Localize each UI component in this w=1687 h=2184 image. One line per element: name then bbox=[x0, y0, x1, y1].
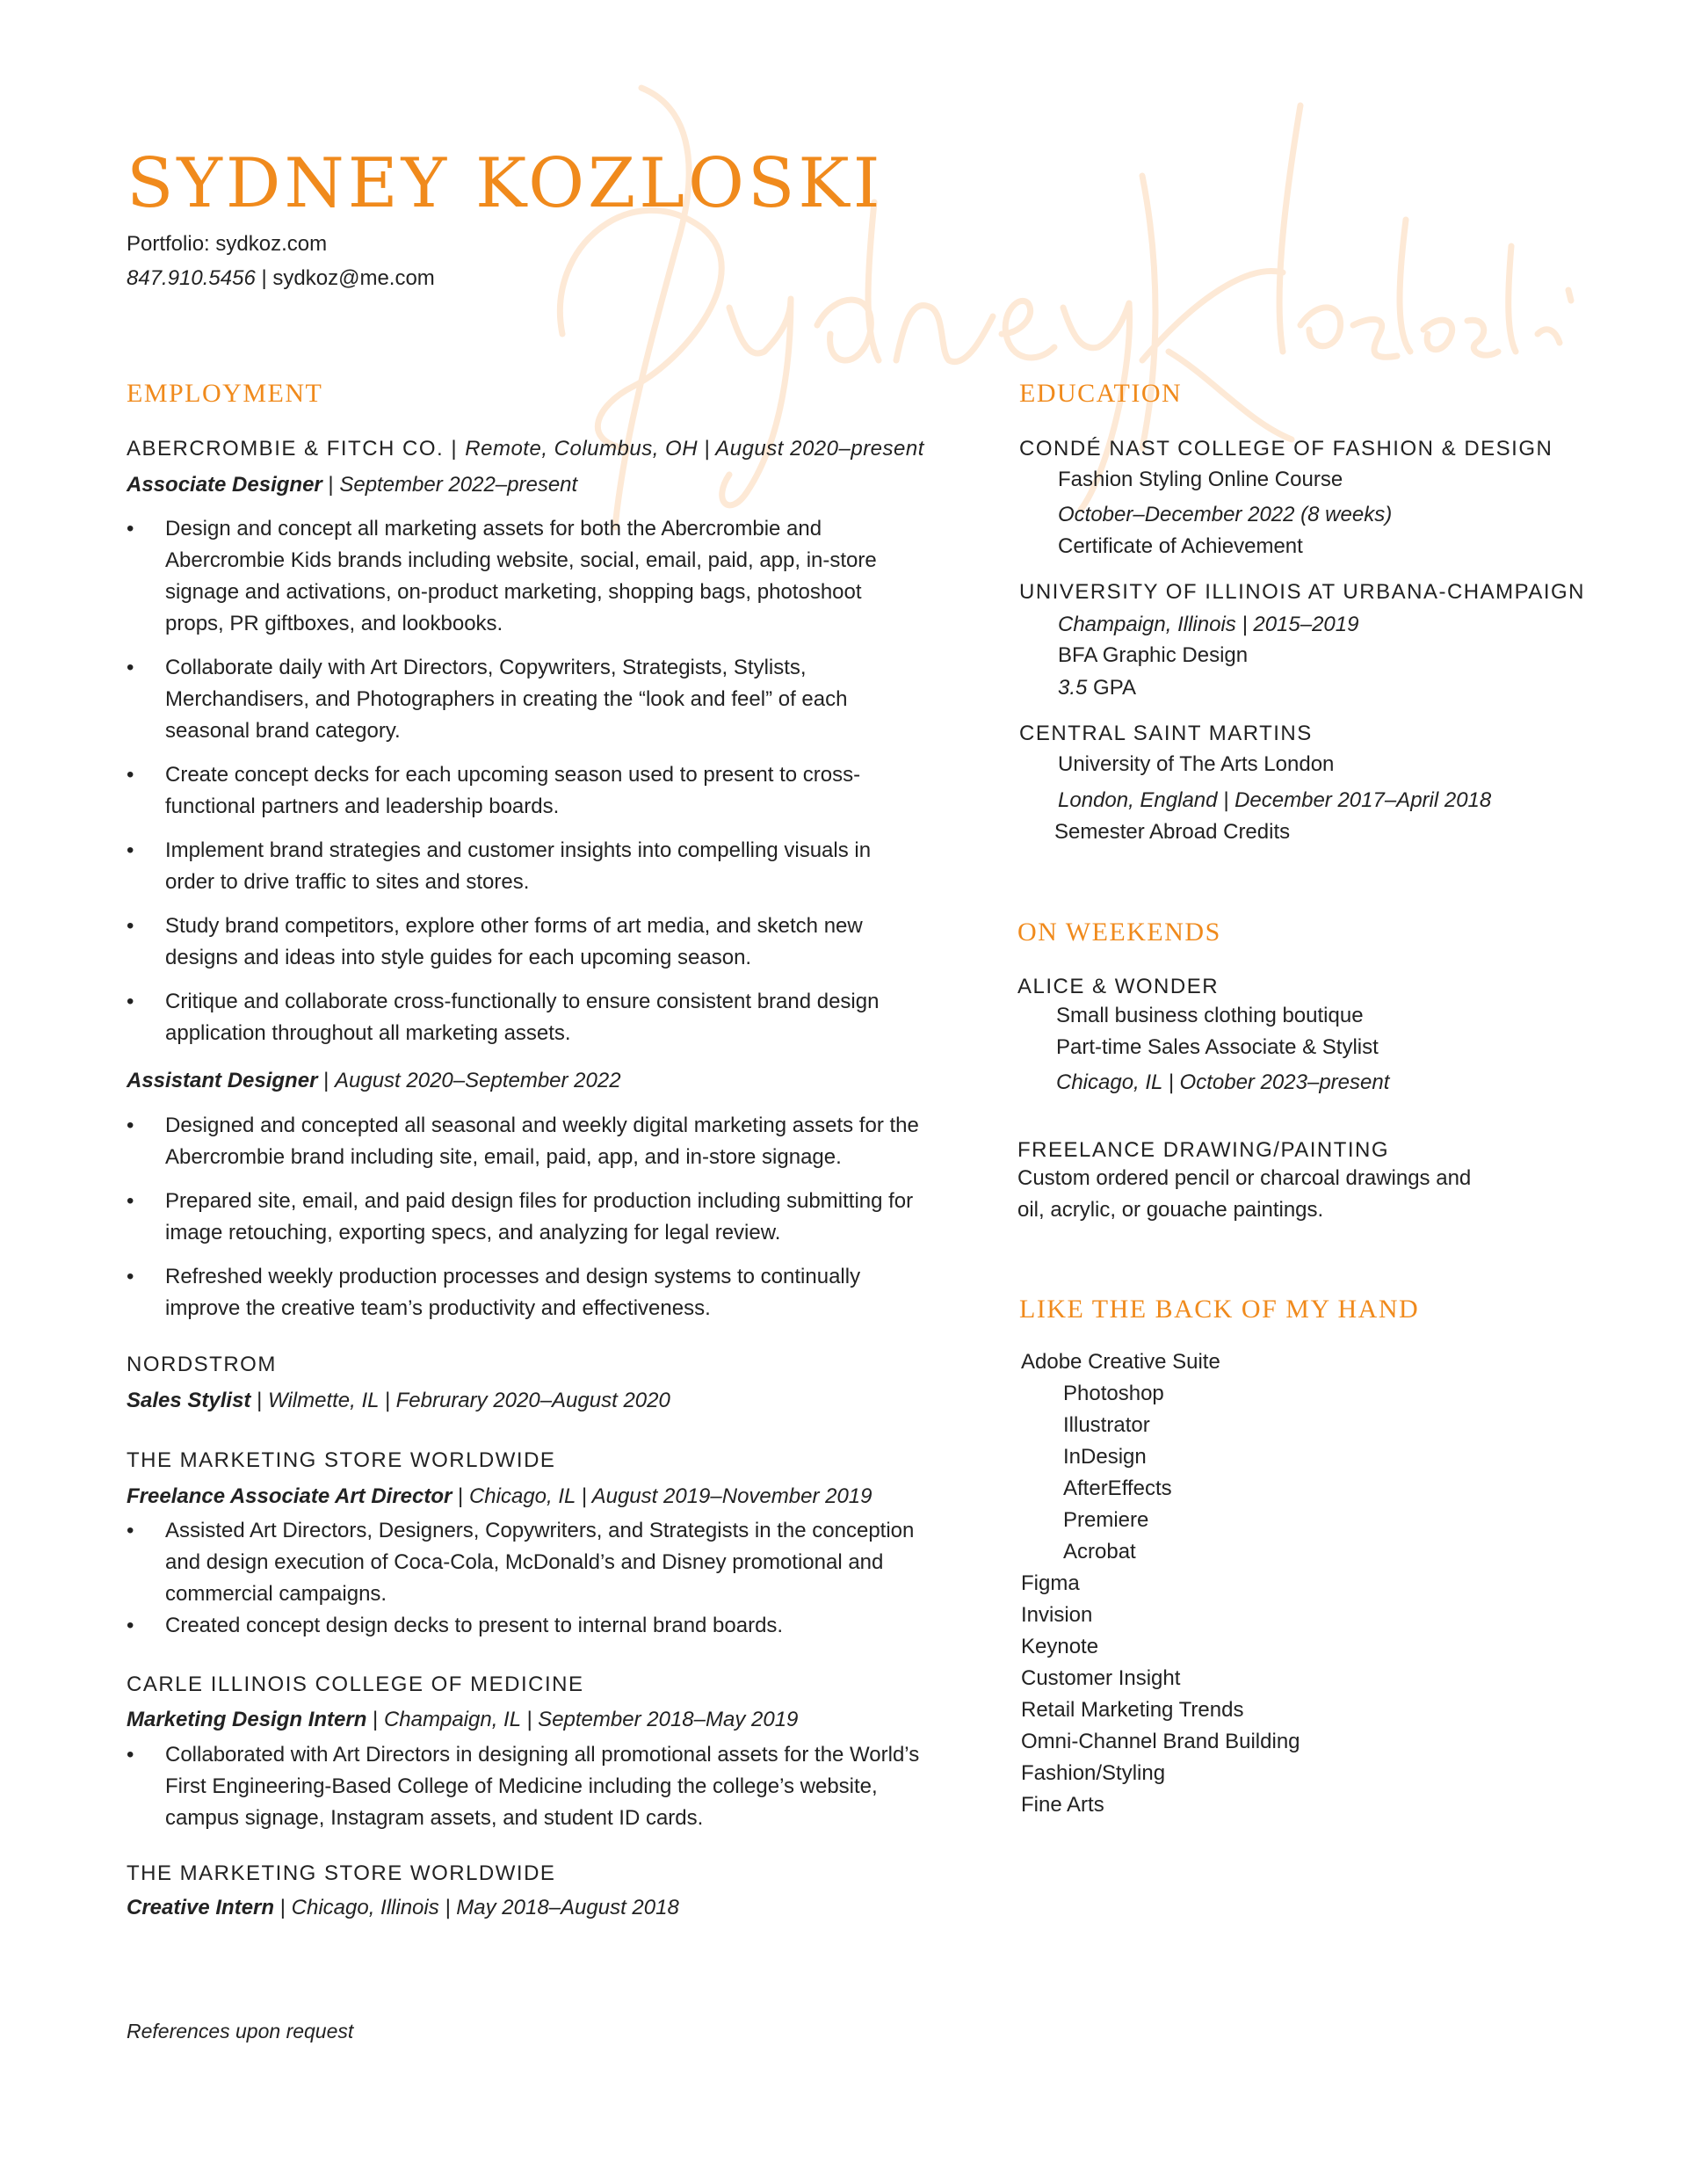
skill-item: InDesign bbox=[1063, 1445, 1147, 1469]
skill-item: Customer Insight bbox=[1021, 1666, 1181, 1690]
gpa-value: 3.5 bbox=[1058, 676, 1088, 700]
role-meta: Chicago, IL | August 2019–November 2019 bbox=[468, 1484, 872, 1508]
candidate-name: SYDNEY KOZLOSKI bbox=[127, 144, 884, 223]
list-item: • Created concept design decks to present to internal brand boards. bbox=[127, 1610, 917, 1642]
skill-item: Omni-Channel Brand Building bbox=[1021, 1730, 1300, 1753]
tms1-bullets bbox=[127, 1515, 917, 1642]
role-title: Sales Stylist bbox=[127, 1389, 251, 1412]
skills-list bbox=[1021, 1346, 1300, 1821]
role-title: Freelance Associate Art Director bbox=[127, 1484, 453, 1508]
role-title: Marketing Design Intern bbox=[127, 1708, 367, 1731]
uiuc-line1: Champaign, Illinois | 2015–2019 bbox=[1058, 613, 1359, 636]
weekends-heading: ON WEEKENDS bbox=[1017, 918, 1221, 947]
references-note: References upon request bbox=[127, 2020, 354, 2043]
list-item: • Assisted Art Directors, Designers, Copywriters, and Strategists in the conception and design execution of Coca-Cola, McDonald’s and Disney promotional and commercial campaigns. bbox=[127, 1515, 917, 1610]
role-title: Creative Intern bbox=[127, 1896, 275, 1919]
phone-number: 847.910.5456 bbox=[127, 266, 256, 290]
carle-role: Marketing Design Intern | Champaign, IL | September 2018–May 2019 bbox=[127, 1708, 799, 1731]
skill-item: Keynote bbox=[1021, 1635, 1099, 1658]
tms2-role: Creative Intern | Chicago, Illinois | May 2018–August 2018 bbox=[127, 1896, 679, 1919]
education-heading: EDUCATION bbox=[1019, 379, 1183, 408]
freelance-line1: Custom ordered pencil or charcoal drawings and bbox=[1017, 1166, 1472, 1190]
conde-nast-school: CONDÉ NAST COLLEGE OF FASHION & DESIGN bbox=[1019, 437, 1553, 461]
csm-line1: University of The Arts London bbox=[1058, 752, 1335, 776]
list-item: • Create concept decks for each upcoming season used to present to cross-functional partners and leadership boards. bbox=[127, 759, 917, 823]
separator: | bbox=[255, 266, 273, 290]
tms2-employer: THE MARKETING STORE WORLDWIDE bbox=[127, 1861, 556, 1885]
skill-item: Illustrator bbox=[1063, 1413, 1150, 1437]
conde-line3: Certificate of Achievement bbox=[1058, 534, 1303, 558]
uiuc-line3 bbox=[1058, 672, 1136, 704]
employment-heading: EMPLOYMENT bbox=[127, 379, 323, 408]
af-assistant-bullets bbox=[127, 1110, 935, 1337]
uiuc-line2: BFA Graphic Design bbox=[1058, 643, 1249, 667]
tms1-role: Freelance Associate Art Director | Chicago, IL | August 2019–November 2019 bbox=[127, 1484, 872, 1508]
list-item: • Design and concept all marketing assets for both the Abercrombie and Abercrombie Kids brands including website, social, email, paid, app, in-store signage and activations, on-product marketing, shopping bags, photoshoot props, PR giftboxes, and lookbooks. bbox=[127, 513, 917, 640]
list-item: • Critique and collaborate cross-functionally to ensure consistent brand design application throughout all marketing assets. bbox=[127, 986, 917, 1049]
af-employer: ABERCROMBIE & FITCH CO. | Remote, Columbus, OH | August 2020–present bbox=[127, 437, 924, 461]
role-meta: Chicago, Illinois | May 2018–August 2018 bbox=[291, 1896, 679, 1919]
skill-item: Adobe Creative Suite bbox=[1021, 1350, 1220, 1374]
list-item: • Designed and concepted all seasonal and weekly digital marketing assets for the Abercrombie brand including site, email, paid, app, and in-store signage. bbox=[127, 1110, 935, 1173]
conde-line1: Fashion Styling Online Course bbox=[1058, 468, 1343, 491]
skill-item: Retail Marketing Trends bbox=[1021, 1698, 1244, 1722]
skill-item: AfterEffects bbox=[1063, 1477, 1172, 1500]
csm-school: CENTRAL SAINT MARTINS bbox=[1019, 722, 1313, 745]
skill-item: Invision bbox=[1021, 1603, 1093, 1627]
skill-item: Figma bbox=[1021, 1571, 1080, 1595]
list-item: • Collaborate daily with Art Directors, Copywriters, Strategists, Stylists, Merchandisers, and Photographers in creating the “look and feel” of each seasonal brand category. bbox=[127, 652, 917, 747]
skill-item: Premiere bbox=[1063, 1508, 1149, 1532]
nordstrom-employer: NORDSTROM bbox=[127, 1353, 277, 1376]
role-meta: August 2020–September 2022 bbox=[334, 1069, 621, 1092]
skill-item: Fashion/Styling bbox=[1021, 1761, 1166, 1785]
af-role-associate: Associate Designer | September 2022–present bbox=[127, 473, 578, 497]
freelance-line2: oil, acrylic, or gouache paintings. bbox=[1017, 1198, 1324, 1222]
csm-line3: Semester Abroad Credits bbox=[1054, 820, 1291, 844]
tms1-employer: THE MARKETING STORE WORLDWIDE bbox=[127, 1448, 556, 1472]
skill-item: Photoshop bbox=[1063, 1382, 1164, 1405]
csm-line2: London, England | December 2017–April 2018 bbox=[1058, 788, 1492, 812]
role-title: Assistant Designer bbox=[127, 1069, 318, 1092]
list-item: • Study brand competitors, explore other forms of art media, and sketch new designs and ideas into style guides for each upcoming season. bbox=[127, 911, 917, 974]
af-role-assistant: Assistant Designer | August 2020–September 2022 bbox=[127, 1069, 621, 1092]
af-org-name: ABERCROMBIE & FITCH CO. bbox=[127, 437, 445, 461]
contact-line bbox=[127, 266, 435, 291]
alice-line2: Part-time Sales Associate & Stylist bbox=[1056, 1035, 1379, 1059]
carle-bullets bbox=[127, 1739, 935, 1834]
af-org-meta: Remote, Columbus, OH | August 2020–present bbox=[465, 437, 924, 461]
role-meta: September 2022–present bbox=[339, 473, 578, 497]
alice-wonder: ALICE & WONDER bbox=[1017, 975, 1220, 998]
list-item: • Prepared site, email, and paid design files for production including submitting for image retouching, exporting specs, and analyzing for legal review. bbox=[127, 1186, 935, 1249]
role-meta: Champaign, IL | September 2018–May 2019 bbox=[383, 1708, 799, 1731]
skill-item: Acrobat bbox=[1063, 1540, 1136, 1564]
alice-line3: Chicago, IL | October 2023–present bbox=[1056, 1070, 1390, 1094]
nordstrom-role: Sales Stylist | Wilmette, IL | Februrary 2020–August 2020 bbox=[127, 1389, 670, 1412]
gpa-label: GPA bbox=[1087, 676, 1136, 700]
uiuc-school: UNIVERSITY OF ILLINOIS AT URBANA-CHAMPAIGN bbox=[1019, 580, 1586, 604]
role-title: Associate Designer bbox=[127, 473, 322, 497]
list-item: • Implement brand strategies and customer insights into compelling visuals in order to drive traffic to sites and stores. bbox=[127, 835, 917, 898]
portfolio-line: Portfolio: sydkoz.com bbox=[127, 232, 328, 256]
carle-employer: CARLE ILLINOIS COLLEGE OF MEDICINE bbox=[127, 1672, 584, 1696]
skills-heading: LIKE THE BACK OF MY HAND bbox=[1019, 1295, 1420, 1324]
role-meta: Wilmette, IL | Februrary 2020–August 2020 bbox=[268, 1389, 670, 1412]
list-item: • Refreshed weekly production processes and design systems to continually improve the creative team’s productivity and effectiveness. bbox=[127, 1261, 935, 1324]
alice-line1: Small business clothing boutique bbox=[1056, 1004, 1364, 1027]
conde-line2: October–December 2022 (8 weeks) bbox=[1058, 503, 1393, 526]
freelance-drawing: FREELANCE DRAWING/PAINTING bbox=[1017, 1138, 1390, 1162]
skill-item: Fine Arts bbox=[1021, 1793, 1104, 1817]
list-item: • Collaborated with Art Directors in designing all promotional assets for the World’s First Engineering-Based College of Medicine including the college’s website, campus signage, Instagram assets, and student ID cards. bbox=[127, 1739, 935, 1834]
af-associate-bullets bbox=[127, 513, 917, 1062]
email-address: sydkoz@me.com bbox=[272, 266, 435, 290]
